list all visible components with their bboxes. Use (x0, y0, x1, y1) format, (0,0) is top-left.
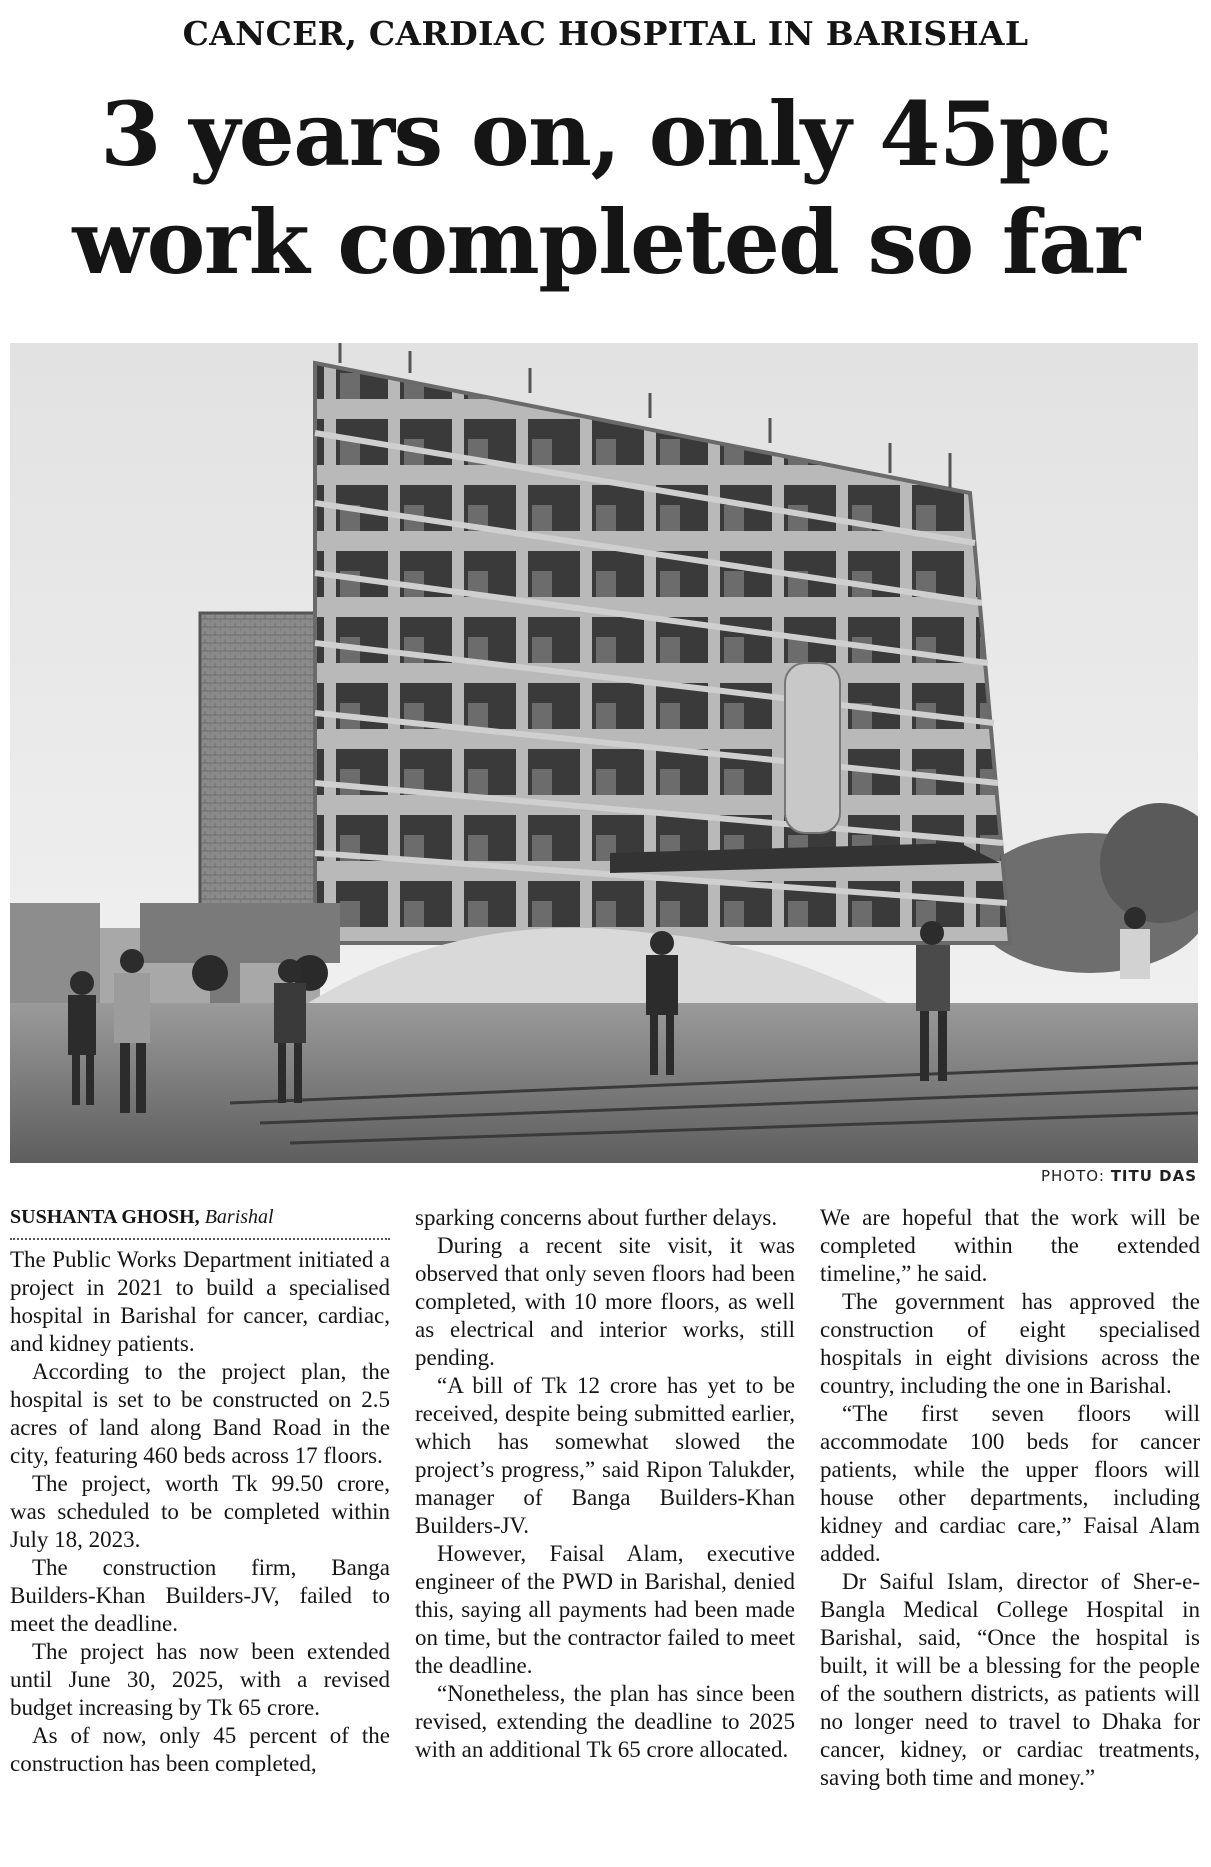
paragraph-continued: sparking concerns about further delays. (415, 1205, 778, 1230)
paragraph: The project has now been extended until June 30, 2025, with a revised budget increasing by Tk 65 crore. (10, 1639, 390, 1720)
headline-line-1: 3 years on, only 45pc (100, 82, 1111, 186)
article-column-3 (820, 1204, 1200, 1792)
byline (10, 1204, 390, 1240)
construction-site-illustration (10, 343, 1198, 1163)
paragraph: The Public Works Department initiated a project in 2021 to build a specialised hospital in Barishal for cancer, cardiac, and kidney patients. (10, 1247, 390, 1356)
paragraph: “The first seven floors will accommodate 100 beds for cancer patients, while the upper floors will house other departments, including kidney and cardiac care,” Faisal Alam added. (820, 1401, 1200, 1566)
photo-credit-prefix: PHOTO: (1041, 1167, 1105, 1185)
kicker-headline: CANCER, CARDIAC HOSPITAL IN BARISHAL (182, 14, 1029, 53)
headline-line-2: work completed so far (72, 190, 1139, 294)
paragraph: The construction firm, Banga Builders-Khan Builders-JV, failed to meet the deadline. (10, 1555, 390, 1636)
paragraph: “Nonetheless, the plan has since been revised, extending the deadline to 2025 with an additional Tk 65 crore allocated. (415, 1681, 795, 1762)
article-column-2 (415, 1204, 795, 1764)
paragraph: The government has approved the construction of eight specialised hospitals in eight divisions across the country, including the one in Barishal. (820, 1289, 1200, 1398)
photo-credit (1041, 1167, 1197, 1185)
byline-name: SUSHANTA GHOSH, (10, 1206, 200, 1228)
paragraph: During a recent site visit, it was observed that only seven floors had been completed, with 10 more floors, as well as electrical and interior works, still pending. (415, 1233, 795, 1370)
paragraph: “A bill of Tk 12 crore has yet to be received, despite being submitted earlier, which has somewhat slowed the project’s progress,” said Ripon Talukder, manager of Banga Builders-Khan Builders-JV. (415, 1373, 795, 1538)
paragraph: According to the project plan, the hospital is set to be constructed on 2.5 acres of land along Band Road in the city, featuring 460 beds across 17 floors. (10, 1359, 390, 1468)
paragraph: However, Faisal Alam, executive engineer of the PWD in Barishal, denied this, saying all payments had been made on time, but the contractor failed to meet the deadline. (415, 1541, 795, 1678)
byline-place: Barishal (204, 1206, 274, 1228)
paragraph: Dr Saiful Islam, director of Sher-e-Bangla Medical College Hospital in Barishal, said, “Once the hospital is built, it will be a blessing for the people of the southern districts, as patients will no longer need to travel to Dhaka for cancer, kidney, or cardiac treatments, saving both time and money.” (820, 1569, 1200, 1790)
main-headline (0, 80, 1211, 296)
paragraph-continued: We are hopeful that the work will be completed within the extended timeline,” he said. (820, 1205, 1200, 1286)
article-column-1 (10, 1204, 390, 1778)
paragraph: The project, worth Tk 99.50 crore, was scheduled to be completed within July 18, 2023. (10, 1471, 390, 1552)
paragraph: As of now, only 45 percent of the construction has been completed, (10, 1723, 390, 1776)
construction-site-photo (10, 343, 1198, 1163)
photo-credit-name: TITU DAS (1110, 1167, 1197, 1185)
